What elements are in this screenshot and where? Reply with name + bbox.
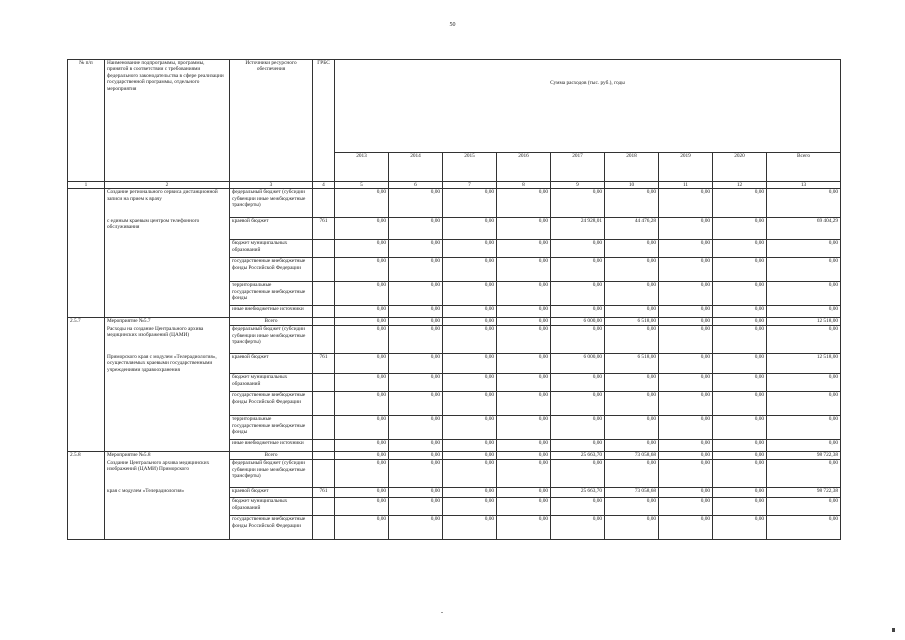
row-value: 0,00 — [713, 416, 767, 440]
row-number — [68, 189, 105, 218]
column-number: 11 — [659, 182, 713, 189]
row-value: 0,00 — [713, 306, 767, 318]
row-name — [105, 440, 230, 452]
row-value: 0,00 — [659, 392, 713, 416]
row-value: 0,00 — [497, 326, 551, 354]
row-value: 0,00 — [335, 218, 389, 240]
year-header: 2016 — [497, 153, 551, 182]
row-value: 0,00 — [443, 258, 497, 282]
row-name: края с модулем «Телерадиология» — [105, 488, 230, 498]
row-source: Всего — [230, 452, 313, 460]
row-value: 0,00 — [713, 354, 767, 374]
table-row — [68, 516, 841, 540]
year-header: 2017 — [551, 153, 605, 182]
row-number — [68, 218, 105, 240]
table-row — [68, 416, 841, 440]
row-value: 0,00 — [551, 392, 605, 416]
row-value: 0,00 — [767, 326, 841, 354]
row-value: 0,00 — [713, 516, 767, 540]
row-source: федеральный бюджет (субсидии субвенции иные межбюджетные трансферты) — [230, 326, 313, 354]
row-value: 0,00 — [605, 240, 659, 258]
row-value: 0,00 — [767, 416, 841, 440]
row-value: 0,00 — [767, 240, 841, 258]
row-value: 0,00 — [389, 354, 443, 374]
row-value: 0,00 — [389, 326, 443, 354]
row-grbs: 761 — [313, 488, 335, 498]
row-value: 0,00 — [713, 282, 767, 306]
row-value: 0,00 — [335, 488, 389, 498]
row-value: 0,00 — [497, 416, 551, 440]
row-value: 0,00 — [713, 392, 767, 416]
row-value: 0,00 — [443, 452, 497, 460]
row-name — [105, 416, 230, 440]
row-number — [68, 498, 105, 516]
row-grbs — [313, 416, 335, 440]
row-value: 0,00 — [659, 189, 713, 218]
row-name — [105, 392, 230, 416]
header-name: Наименование подпрограммы, программы, принятой в соответствии с требованиями федерального законодательства в сфере реализации государственной программы, отдельного мероприятия — [105, 60, 230, 182]
row-value: 24 928,01 — [551, 218, 605, 240]
row-value: 0,00 — [389, 189, 443, 218]
column-number: 10 — [605, 182, 659, 189]
column-number: 7 — [443, 182, 497, 189]
row-grbs — [313, 452, 335, 460]
row-value: 0,00 — [659, 460, 713, 488]
table-row — [68, 440, 841, 452]
row-name: с единым краевым центром телефонного обслуживания — [105, 218, 230, 240]
row-source: бюджет муниципальных образований — [230, 240, 313, 258]
row-value: 0,00 — [497, 218, 551, 240]
row-source: Всего — [230, 318, 313, 326]
row-name: Создание Центрального архива медицинских изображений (ЦАМИ) Приморского — [105, 460, 230, 488]
row-value: 73 058,68 — [605, 452, 659, 460]
row-value: 0,00 — [497, 258, 551, 282]
row-source: иные внебюджетные источники — [230, 306, 313, 318]
row-value: 0,00 — [659, 354, 713, 374]
row-value: 0,00 — [497, 498, 551, 516]
row-name — [105, 258, 230, 282]
row-grbs — [313, 460, 335, 488]
row-name: Создание регионального сервиса дистанционной записи на прием к врачу — [105, 189, 230, 218]
header-amount: Сумма расходов (тыс. руб.), годы — [335, 60, 841, 153]
table-row — [68, 452, 841, 460]
row-grbs — [313, 282, 335, 306]
row-grbs — [313, 306, 335, 318]
row-value: 0,00 — [389, 218, 443, 240]
row-value: 6 518,00 — [605, 354, 659, 374]
row-grbs — [313, 440, 335, 452]
row-value: 0,00 — [713, 440, 767, 452]
year-header: 2013 — [335, 153, 389, 182]
year-header: 2020 — [713, 153, 767, 182]
row-value: 0,00 — [551, 460, 605, 488]
row-value: 0,00 — [443, 318, 497, 326]
row-number — [68, 282, 105, 306]
row-value: 0,00 — [497, 374, 551, 392]
row-value: 0,00 — [389, 306, 443, 318]
row-value: 73 058,68 — [605, 488, 659, 498]
row-value: 0,00 — [335, 240, 389, 258]
row-value: 0,00 — [551, 282, 605, 306]
row-name: Мероприятие №5.7 — [105, 318, 230, 326]
row-name — [105, 374, 230, 392]
row-value: 0,00 — [335, 460, 389, 488]
row-value: 25 663,70 — [551, 452, 605, 460]
row-value: 0,00 — [659, 440, 713, 452]
row-value: 6 518,00 — [605, 318, 659, 326]
row-source: государственные внебюджетные фонды Российской Федерации — [230, 516, 313, 540]
row-grbs — [313, 318, 335, 326]
row-name: Приморского края с модулем «Телерадиология», осуществляемых краевыми государственными учреждениями здравоохранения — [105, 354, 230, 374]
row-value: 0,00 — [659, 258, 713, 282]
row-number — [68, 258, 105, 282]
row-value: 12 518,00 — [767, 354, 841, 374]
row-value: 0,00 — [767, 306, 841, 318]
row-value: 0,00 — [713, 452, 767, 460]
row-value: 0,00 — [443, 440, 497, 452]
row-value: 0,00 — [659, 282, 713, 306]
row-value: 0,00 — [551, 516, 605, 540]
table-row — [68, 282, 841, 306]
row-value: 0,00 — [443, 354, 497, 374]
row-value: 0,00 — [767, 498, 841, 516]
row-source: государственные внебюджетные фонды Российской Федерации — [230, 258, 313, 282]
row-source: иные внебюджетные источники — [230, 440, 313, 452]
row-value: 0,00 — [551, 498, 605, 516]
row-name: Мероприятие №5.8 — [105, 452, 230, 460]
row-number — [68, 240, 105, 258]
row-value: 98 722,38 — [767, 488, 841, 498]
row-grbs: 761 — [313, 218, 335, 240]
row-name — [105, 240, 230, 258]
row-value: 0,00 — [659, 452, 713, 460]
row-value: 0,00 — [659, 240, 713, 258]
row-grbs — [313, 498, 335, 516]
row-value: 0,00 — [389, 498, 443, 516]
row-value: 0,00 — [443, 282, 497, 306]
row-grbs — [313, 189, 335, 218]
row-value: 0,00 — [497, 318, 551, 326]
row-value: 0,00 — [389, 374, 443, 392]
row-source: территориальные государственные внебюджетные фонды — [230, 416, 313, 440]
row-value: 0,00 — [497, 306, 551, 318]
row-value: 0,00 — [497, 488, 551, 498]
row-value: 25 663,70 — [551, 488, 605, 498]
row-source: краевой бюджет — [230, 218, 313, 240]
row-value: 0,00 — [335, 258, 389, 282]
row-source: краевой бюджет — [230, 488, 313, 498]
row-value: 0,00 — [443, 326, 497, 354]
row-value: 0,00 — [497, 392, 551, 416]
row-value: 0,00 — [335, 416, 389, 440]
year-header: Всего — [767, 153, 841, 182]
row-value: 0,00 — [605, 306, 659, 318]
row-value: 0,00 — [443, 240, 497, 258]
row-number — [68, 516, 105, 540]
row-value: 0,00 — [605, 498, 659, 516]
row-value: 0,00 — [389, 440, 443, 452]
row-name — [105, 516, 230, 540]
year-header: 2014 — [389, 153, 443, 182]
row-value: 0,00 — [389, 460, 443, 488]
row-value: 0,00 — [713, 258, 767, 282]
row-grbs — [313, 516, 335, 540]
header-source: Источники ресурсного обеспечения — [230, 60, 313, 182]
header-grbs: ГРБС — [313, 60, 335, 182]
row-value: 0,00 — [605, 189, 659, 218]
table-row — [68, 392, 841, 416]
row-grbs — [313, 374, 335, 392]
table-row — [68, 326, 841, 354]
page-number: 50 — [449, 22, 456, 28]
row-grbs — [313, 240, 335, 258]
row-number — [68, 440, 105, 452]
row-value: 0,00 — [605, 460, 659, 488]
row-value: 0,00 — [767, 258, 841, 282]
table-row — [68, 488, 841, 498]
row-value: 0,00 — [551, 189, 605, 218]
table-body — [68, 60, 841, 540]
row-value: 0,00 — [605, 416, 659, 440]
row-value: 0,00 — [335, 440, 389, 452]
column-number: 5 — [335, 182, 389, 189]
row-value: 6 000,00 — [551, 318, 605, 326]
row-value: 0,00 — [713, 189, 767, 218]
row-value: 0,00 — [551, 258, 605, 282]
row-source: бюджет муниципальных образований — [230, 374, 313, 392]
row-value: 0,00 — [497, 282, 551, 306]
year-header: 2015 — [443, 153, 497, 182]
row-value: 0,00 — [659, 498, 713, 516]
row-value: 0,00 — [659, 488, 713, 498]
row-value: 0,00 — [605, 516, 659, 540]
row-value: 0,00 — [605, 326, 659, 354]
row-value: 0,00 — [389, 488, 443, 498]
row-value: 0,00 — [443, 488, 497, 498]
row-number — [68, 354, 105, 374]
column-numbers-row — [68, 182, 841, 189]
row-value: 0,00 — [497, 354, 551, 374]
row-value: 0,00 — [713, 498, 767, 516]
row-source: федеральный бюджет (субсидии субвенции иные межбюджетные трансферты) — [230, 460, 313, 488]
row-value: 0,00 — [551, 240, 605, 258]
row-value: 6 000,00 — [551, 354, 605, 374]
column-number: 12 — [713, 182, 767, 189]
row-value: 0,00 — [389, 258, 443, 282]
row-value: 0,00 — [659, 326, 713, 354]
row-number — [68, 306, 105, 318]
row-value: 0,00 — [659, 416, 713, 440]
table-row — [68, 218, 841, 240]
column-number: 6 — [389, 182, 443, 189]
row-value: 0,00 — [605, 392, 659, 416]
scan-mark — [892, 628, 895, 632]
row-value: 0,00 — [497, 189, 551, 218]
table-row — [68, 460, 841, 488]
row-value: 0,00 — [443, 460, 497, 488]
row-value: 0,00 — [497, 240, 551, 258]
row-value: 0,00 — [605, 282, 659, 306]
row-value: 0,00 — [551, 374, 605, 392]
row-value: 0,00 — [713, 326, 767, 354]
row-value: 0,00 — [605, 374, 659, 392]
row-value: 0,00 — [335, 318, 389, 326]
row-name — [105, 282, 230, 306]
row-value: 0,00 — [767, 460, 841, 488]
row-number — [68, 374, 105, 392]
header-row — [68, 60, 841, 153]
row-value: 0,00 — [389, 240, 443, 258]
row-number — [68, 488, 105, 498]
row-value: 0,00 — [551, 306, 605, 318]
row-name — [105, 498, 230, 516]
row-source: территориальные государственные внебюджетные фонды — [230, 282, 313, 306]
row-value: 0,00 — [443, 392, 497, 416]
row-value: 0,00 — [443, 218, 497, 240]
row-value: 0,00 — [713, 318, 767, 326]
row-value: 0,00 — [443, 189, 497, 218]
table-row — [68, 498, 841, 516]
table-row — [68, 306, 841, 318]
column-number: 8 — [497, 182, 551, 189]
row-value: 0,00 — [335, 282, 389, 306]
row-value: 0,00 — [659, 374, 713, 392]
row-grbs — [313, 392, 335, 416]
row-value: 0,00 — [767, 374, 841, 392]
row-value: 0,00 — [497, 460, 551, 488]
row-value: 0,00 — [767, 282, 841, 306]
header-num: № п/п — [68, 60, 105, 182]
row-value: 0,00 — [659, 306, 713, 318]
column-number: 4 — [313, 182, 335, 189]
column-number: 1 — [68, 182, 105, 189]
row-value: 0,00 — [389, 282, 443, 306]
row-value: 69 404,29 — [767, 218, 841, 240]
row-value: 0,00 — [389, 416, 443, 440]
row-value: 0,00 — [443, 374, 497, 392]
column-number: 13 — [767, 182, 841, 189]
row-value: 0,00 — [389, 318, 443, 326]
row-value: 0,00 — [497, 440, 551, 452]
row-grbs — [313, 258, 335, 282]
row-value: 0,00 — [389, 452, 443, 460]
row-grbs — [313, 326, 335, 354]
row-value: 0,00 — [335, 306, 389, 318]
row-value: 0,00 — [605, 258, 659, 282]
year-header: 2018 — [605, 153, 659, 182]
row-value: 0,00 — [497, 516, 551, 540]
row-value: 0,00 — [713, 488, 767, 498]
row-value: 0,00 — [551, 416, 605, 440]
row-value: 0,00 — [713, 460, 767, 488]
row-value: 0,00 — [335, 354, 389, 374]
scan-speck — [441, 612, 443, 613]
row-value: 0,00 — [335, 516, 389, 540]
row-value: 0,00 — [767, 392, 841, 416]
row-value: 0,00 — [389, 392, 443, 416]
row-value: 0,00 — [443, 516, 497, 540]
row-value: 0,00 — [767, 189, 841, 218]
row-number: 2.5.8 — [68, 452, 105, 460]
row-value: 0,00 — [335, 374, 389, 392]
row-value: 0,00 — [335, 452, 389, 460]
row-value: 0,00 — [767, 516, 841, 540]
table-row — [68, 189, 841, 218]
table-row — [68, 240, 841, 258]
row-value: 0,00 — [605, 440, 659, 452]
table-row — [68, 258, 841, 282]
row-value: 12 518,00 — [767, 318, 841, 326]
row-source: краевой бюджет — [230, 354, 313, 374]
row-value: 0,00 — [713, 374, 767, 392]
row-value: 0,00 — [659, 218, 713, 240]
row-value: 0,00 — [335, 392, 389, 416]
row-value: 0,00 — [443, 306, 497, 318]
row-number — [68, 326, 105, 354]
table-row — [68, 374, 841, 392]
column-number: 9 — [551, 182, 605, 189]
column-number: 2 — [105, 182, 230, 189]
year-header: 2019 — [659, 153, 713, 182]
row-value: 0,00 — [551, 326, 605, 354]
row-source: федеральный бюджет (субсидии субвенции иные межбюджетные трансферты) — [230, 189, 313, 218]
row-value: 44 476,28 — [605, 218, 659, 240]
row-number — [68, 392, 105, 416]
row-value: 0,00 — [443, 416, 497, 440]
row-value: 0,00 — [497, 452, 551, 460]
row-value: 0,00 — [713, 240, 767, 258]
row-value: 0,00 — [335, 189, 389, 218]
row-value: 0,00 — [659, 516, 713, 540]
row-value: 0,00 — [335, 326, 389, 354]
table-row — [68, 354, 841, 374]
column-number: 3 — [230, 182, 313, 189]
row-value: 0,00 — [389, 516, 443, 540]
row-number — [68, 460, 105, 488]
row-value: 0,00 — [767, 440, 841, 452]
budget-table — [67, 59, 841, 540]
row-value: 0,00 — [551, 440, 605, 452]
row-source: государственные внебюджетные фонды Российской Федерации — [230, 392, 313, 416]
row-value: 0,00 — [713, 218, 767, 240]
row-grbs: 761 — [313, 354, 335, 374]
row-source: бюджет муниципальных образований — [230, 498, 313, 516]
row-name: Расходы на создание Центрального архива медицинских изображений (ЦАМИ) — [105, 326, 230, 354]
row-number — [68, 416, 105, 440]
row-value: 0,00 — [659, 318, 713, 326]
row-number: 2.5.7 — [68, 318, 105, 326]
row-value: 0,00 — [335, 498, 389, 516]
row-name — [105, 306, 230, 318]
row-value: 98 722,38 — [767, 452, 841, 460]
row-value: 0,00 — [443, 498, 497, 516]
table-row — [68, 318, 841, 326]
